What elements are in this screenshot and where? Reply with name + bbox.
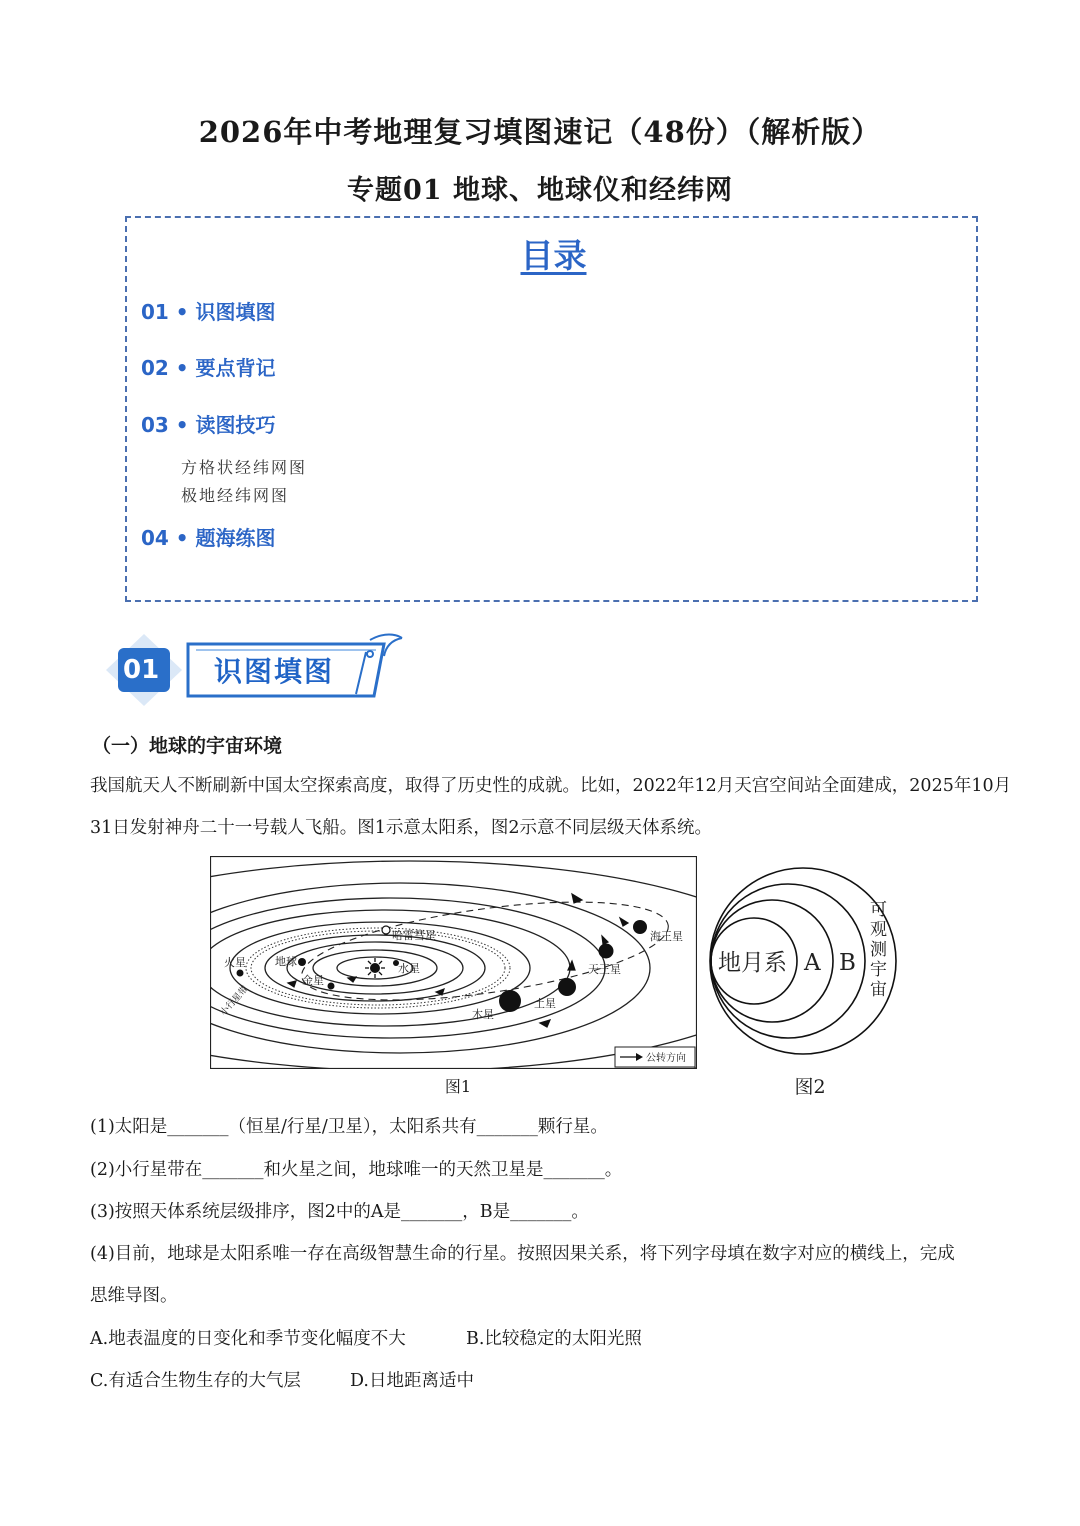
asteroid-belt-label: 小行星带: [218, 984, 251, 1019]
section-label: 识图填图: [214, 655, 335, 688]
page-subtitle: 专题01 地球、地球仪和经纬网: [347, 175, 733, 206]
toc-item-03[interactable]: 03 • 读图技巧: [141, 413, 276, 437]
section-badge: [104, 630, 414, 710]
toc-item-02[interactable]: 02 • 要点背记: [141, 356, 276, 380]
option-d: D.日地距离适中: [350, 1371, 474, 1391]
toc-item-04[interactable]: 04 • 题海练图: [141, 526, 276, 550]
intro-paragraph: 我国航天人不断刷新中国太空探索高度，取得了历史性的成就。比如，2022年12月天宫空间站全面建成，2025年10月31日发射神舟二十一号载人飞船。图1示意太阳系，图2示意不同层级天体系统。: [90, 776, 1012, 838]
question-2: (2)小行星带在_______和火星之间，地球唯一的天然卫星是_______。: [90, 1160, 623, 1180]
figure1-solar-system: [210, 856, 697, 1069]
question-4-line1: (4)目前，地球是太阳系唯一存在高级智慧生命的行星。按照因果关系，将下列字母填在数字对应的横线上，完成: [90, 1244, 955, 1264]
figure2-celestial-systems: [708, 856, 908, 1066]
system-b-label: B: [839, 950, 856, 976]
mars-label: 火星: [224, 956, 246, 969]
observable-universe-label: 可观测宇宙: [866, 900, 886, 1000]
option-c: C.有适合生物生存的大气层: [90, 1371, 301, 1391]
section-number: 01: [123, 655, 160, 685]
question-4-line2: 思维导图。: [90, 1286, 178, 1306]
option-b: B.比较稳定的太阳光照: [466, 1329, 642, 1349]
toc-box: [125, 216, 978, 602]
venus-label: 金星: [302, 974, 324, 987]
page-title: 2026年中考地理复习填图速记（48份）（解析版）: [198, 115, 882, 149]
halley-label: 哈雷彗星: [392, 929, 436, 942]
sun-icon: [365, 958, 385, 978]
toc-subitem-grid[interactable]: 方格状经纬网图: [181, 458, 308, 477]
earth-label: 地球: [275, 955, 297, 968]
toc-heading: 目录: [520, 236, 587, 275]
toc-item-01[interactable]: 01 • 识图填图: [141, 300, 276, 324]
toc-subitem-polar[interactable]: 极地经纬网图: [181, 486, 290, 505]
question-3: (3)按照天体系统层级排序，图2中的A是_______，B是_______。: [90, 1202, 589, 1222]
neptune-label: 海王星: [650, 930, 683, 943]
question-1: (1)太阳是_______（恒星/行星/卫星），太阳系共有_______颗行星。: [90, 1117, 608, 1137]
option-a: A.地表温度的日变化和季节变化幅度不大: [90, 1329, 406, 1349]
uranus-label: 天王星: [588, 963, 621, 976]
figure1-caption: 图1: [444, 1077, 472, 1096]
subheading: （一）地球的宇宙环境: [92, 735, 283, 757]
saturn-label: 土星: [534, 997, 556, 1010]
mercury-label: 水星: [398, 962, 420, 975]
jupiter-label: 木星: [472, 1008, 494, 1021]
system-a-label: A: [804, 950, 821, 976]
legend-label: 公转方向: [646, 1053, 686, 1064]
earth-moon-system-label: 地月系: [718, 950, 787, 976]
figure2-caption: 图2: [794, 1076, 826, 1098]
